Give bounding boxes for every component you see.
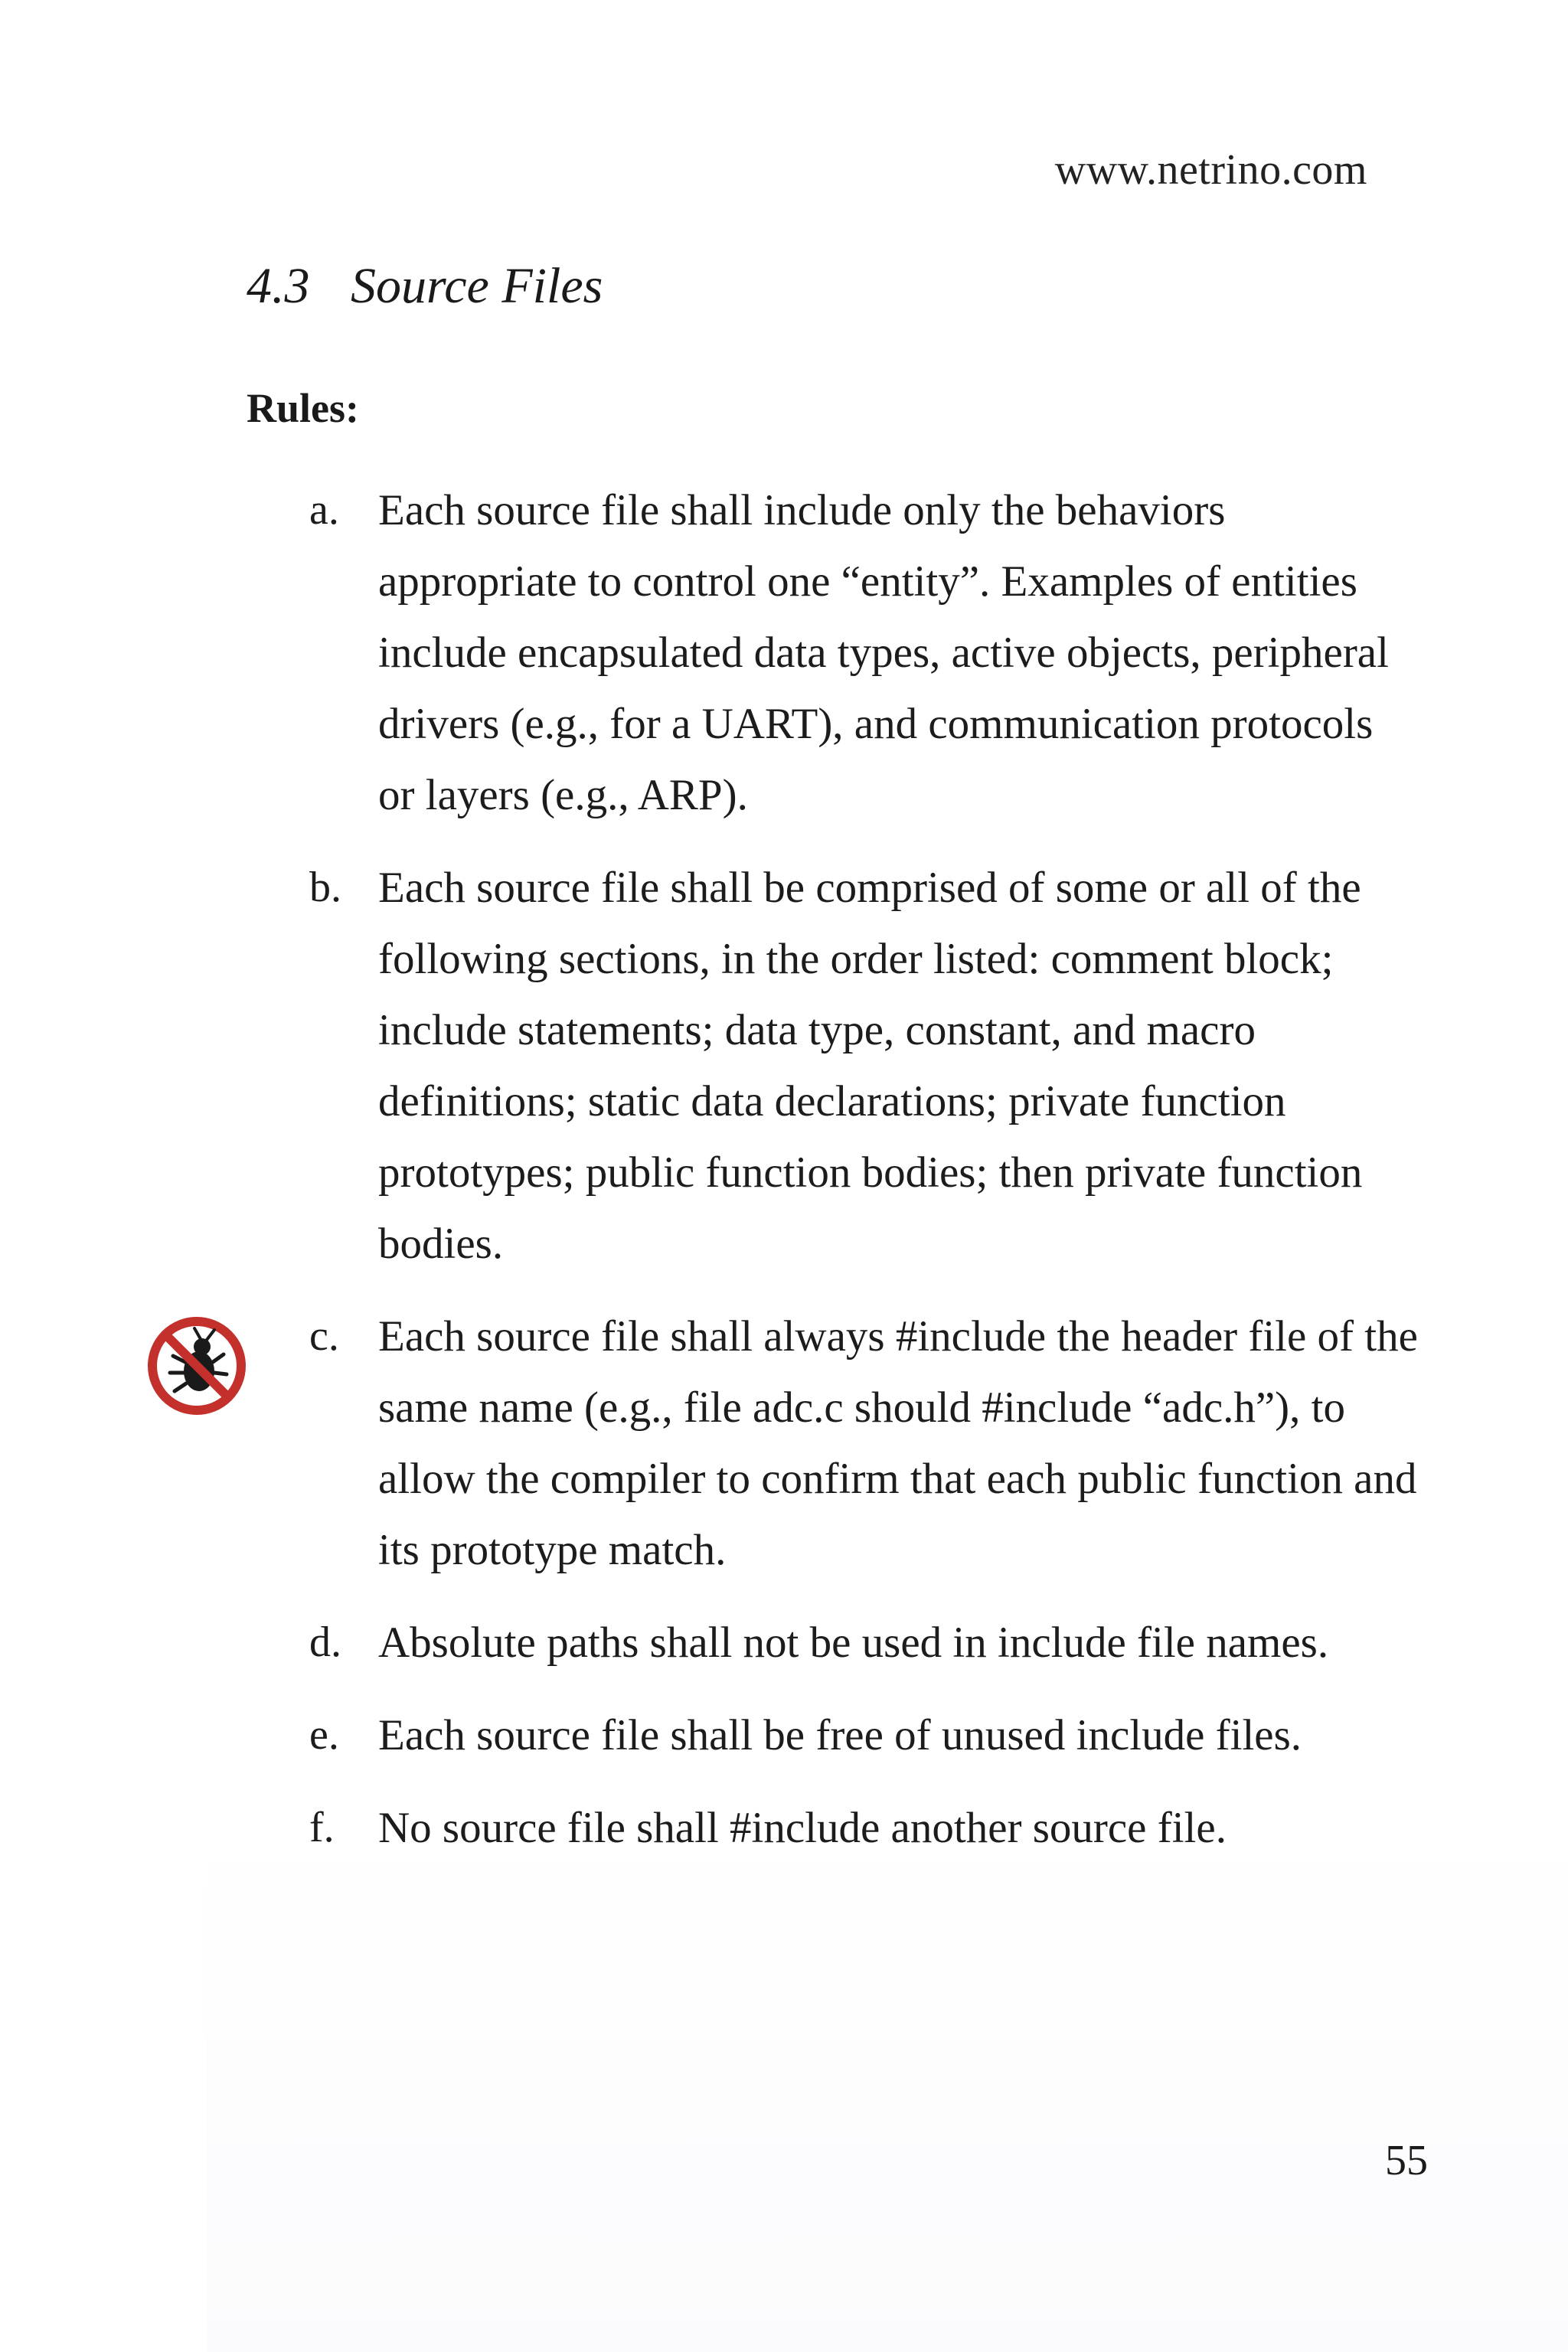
rule-text: Each source file shall be free of unused include files. xyxy=(378,1711,1302,1759)
rule-item-b xyxy=(309,852,1419,1279)
rules-label: Rules: xyxy=(247,385,359,431)
page-number: 55 xyxy=(1385,2137,1428,2184)
rule-item-a xyxy=(309,475,1419,831)
rules-list xyxy=(309,475,1419,1885)
rule-text: Absolute paths shall not be used in include file names. xyxy=(378,1619,1329,1667)
rule-marker: a. xyxy=(309,486,339,534)
rule-marker: d. xyxy=(309,1619,341,1666)
rule-text: Each source file shall include only the behaviors appropriate to control one “entity”. Examples of entities include encapsulated data types, active objects, peripheral drivers (e.g., for a UART), and communication protocols or layers (e.g., ARP). xyxy=(378,486,1389,819)
section-number: 4.3 xyxy=(247,258,310,314)
rule-marker: f. xyxy=(309,1804,335,1851)
rule-item-e xyxy=(309,1700,1419,1771)
page-background-shade xyxy=(207,1822,1568,2352)
section-heading xyxy=(247,257,603,315)
section-title: Source Files xyxy=(351,258,603,314)
rule-text: Each source file shall always #include the header file of the same name (e.g., file adc.c should #include “adc.h”), to allow the compiler to confirm that each public function and its prototype match. xyxy=(378,1312,1418,1574)
rule-marker: e. xyxy=(309,1711,339,1759)
no-bugs-icon xyxy=(147,1316,247,1416)
rule-text: No source file shall #include another source file. xyxy=(378,1804,1227,1852)
header-url: www.netrino.com xyxy=(1054,146,1367,194)
rule-marker: b. xyxy=(309,864,341,911)
rule-item-f xyxy=(309,1792,1419,1864)
rule-text: Each source file shall be comprised of some or all of the following sections, in the order listed: comment block; include statements; data type, constant, and macro definitions; static data declarations; private function prototypes; public function bodies; then private function bodies. xyxy=(378,864,1363,1268)
rule-marker: c. xyxy=(309,1312,339,1360)
rule-item-d xyxy=(309,1607,1419,1678)
rule-item-c xyxy=(309,1301,1419,1586)
